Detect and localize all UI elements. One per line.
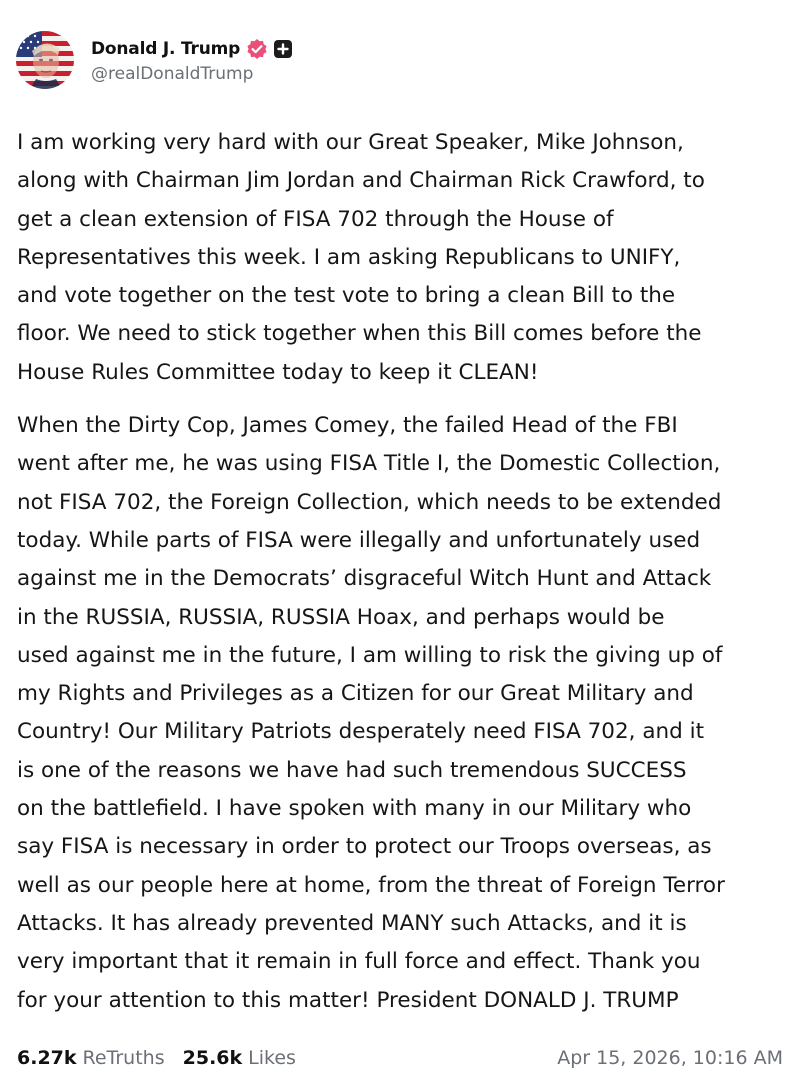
text-line: Representatives this week. I am asking Republicans to UNIFY, <box>17 244 681 270</box>
likes-stat[interactable] <box>183 1047 296 1069</box>
text-line: in the RUSSIA, RUSSIA, RUSSIA Hoax, and perhaps would be <box>17 604 665 630</box>
text-line: used against me in the future, I am willing to risk the giving up of <box>17 642 723 668</box>
text-line: I am working very hard with our Great Speaker, Mike Johnson, <box>17 130 684 155</box>
avatar[interactable] <box>16 31 74 89</box>
user-info <box>91 36 293 84</box>
text-line: well as our people here at home, from the threat of Foreign Terror <box>17 872 725 898</box>
american-flag-portrait-icon <box>16 31 74 89</box>
text-line: get a clean extension of FISA 702 through the House of <box>17 206 614 232</box>
text-line: my Rights and Privileges as a Citizen for our Great Military and <box>17 681 694 707</box>
text-line: and vote together on the test vote to bring a clean Bill to the <box>17 283 676 309</box>
retruths-label: ReTruths <box>82 1047 165 1069</box>
text-line: Attacks. It has already prevented MANY such Attacks, and it is <box>17 910 687 936</box>
text-line: against me in the Democrats’ disgraceful Witch Hunt and Attack <box>17 566 712 592</box>
text-line: on the battlefield. I have spoken with many in our Military who <box>17 796 692 822</box>
post-header <box>16 30 293 90</box>
text-line: is one of the reasons we have had such tremendous SUCCESS <box>17 757 687 783</box>
text-line: not FISA 702, the Foreign Collection, which needs to be extended <box>17 489 722 515</box>
likes-count: 25.6k <box>182 1047 243 1069</box>
text-line: for your attention to this matter! President DONALD J. TRUMP <box>17 987 679 1013</box>
retruths-count: 6.27k <box>17 1047 77 1069</box>
plus-badge-icon <box>273 39 293 59</box>
post-body <box>17 124 789 1020</box>
text-line: along with Chairman Jim Jordan and Chairman Rick Crawford, to <box>17 168 705 194</box>
text-line: say FISA is necessary in order to protect our Troops overseas, as <box>17 834 712 860</box>
likes-label: Likes <box>248 1047 296 1069</box>
post-paragraph <box>17 407 789 1020</box>
post-footer <box>17 1040 783 1076</box>
text-line: today. While parts of FISA were illegally and unfortunately used <box>17 527 701 553</box>
post-timestamp[interactable]: Apr 15, 2026, 10:16 AM <box>557 1047 783 1069</box>
text-line: very important that it remain in full force and effect. Thank you <box>17 949 701 975</box>
display-name[interactable]: Donald J. Trump <box>91 39 241 59</box>
post-paragraph <box>17 124 789 392</box>
text-line: floor. We need to stick together when this Bill comes before the <box>17 321 702 347</box>
text-line: Country! Our Military Patriots desperately need FISA 702, and it <box>17 719 705 745</box>
retruths-stat[interactable] <box>17 1047 165 1069</box>
verified-badge-icon <box>246 38 268 60</box>
text-line: When the Dirty Cop, James Comey, the failed Head of the FBI <box>17 413 678 439</box>
text-line: went after me, he was using FISA Title I, the Domestic Collection, <box>17 451 721 477</box>
text-line: House Rules Committee today to keep it CLEAN! <box>17 359 539 385</box>
name-row <box>91 36 293 62</box>
user-handle[interactable]: @realDonaldTrump <box>91 64 254 84</box>
